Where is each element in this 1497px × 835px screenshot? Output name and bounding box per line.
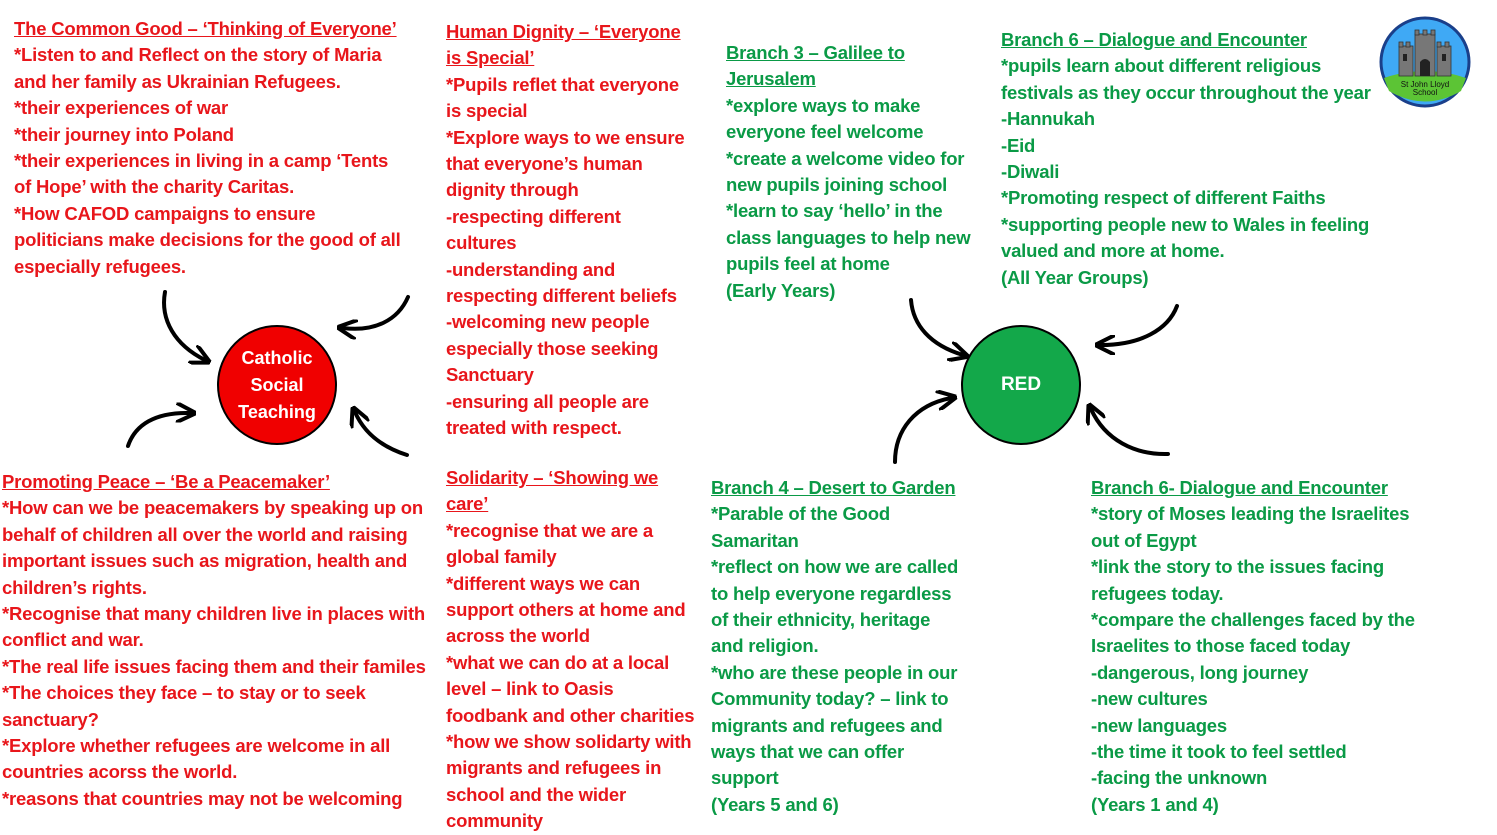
promoting-peace-line: children’s rights. xyxy=(2,576,147,598)
branch4-line: (Years 5 and 6) xyxy=(711,793,839,815)
school-logo xyxy=(1379,16,1471,108)
branch4-line: migrants and refugees and xyxy=(711,714,943,736)
arrow-icon xyxy=(911,300,963,355)
human-dignity-line: dignity through xyxy=(446,179,579,201)
solidarity-line: *what we can do at a local xyxy=(446,651,670,673)
common-good-line: *Listen to and Reflect on the story of Maria xyxy=(14,44,382,66)
promoting-peace-line: *Explore whether refugees are welcome in all xyxy=(2,735,391,757)
branch6-top-line: festivals as they occur throughout the year xyxy=(1001,81,1371,103)
common-good-line: *their experiences in living in a camp ‘Tents xyxy=(14,150,389,172)
common-good-line: *their experiences of war xyxy=(14,97,229,119)
promoting-peace-line: important issues such as migration, health and xyxy=(2,550,408,572)
branch6-bottom-line: -new cultures xyxy=(1091,688,1208,710)
common-good-line: of Hope’ with the charity Caritas. xyxy=(14,176,295,198)
branch6-bottom-title: Branch 6- Dialogue and Encounter xyxy=(1091,477,1388,498)
branch6-top-title: Branch 6 – Dialogue and Encounter xyxy=(1001,29,1307,50)
branch4-line: support xyxy=(711,767,779,789)
branch4-line: ways that we can offer xyxy=(711,741,904,763)
human-dignity-line: cultures xyxy=(446,232,517,254)
solidarity-title: care’ xyxy=(446,493,489,515)
solidarity-line: migrants and refugees in xyxy=(446,757,662,779)
branch6-top-line: valued and more at home. xyxy=(1001,240,1225,262)
branch6-bottom-line: *link the story to the issues facing xyxy=(1091,556,1384,578)
solidarity-line: *how we show solidarty with xyxy=(446,731,692,753)
common-good-title: The Common Good – ‘Thinking of Everyone’ xyxy=(14,18,397,39)
branch3-title: Jerusalem xyxy=(726,68,816,90)
promoting-peace-line: behalf of children all over the world and raising xyxy=(2,523,408,545)
branch4-line: *reflect on how we are called xyxy=(711,556,959,578)
branch3-line: *create a welcome video for xyxy=(726,147,965,169)
branch3-title: Branch 3 – Galilee to xyxy=(726,42,905,63)
promoting-peace-line: conflict and war. xyxy=(2,629,144,651)
branch6-bottom-line: -facing the unknown xyxy=(1091,767,1268,789)
branch6-top-line: *pupils learn about different religious xyxy=(1001,55,1322,77)
branch6-bottom-line: -new languages xyxy=(1091,714,1227,736)
branch6-top-line: -Hannukah xyxy=(1001,108,1095,130)
arrow-icon xyxy=(343,297,408,329)
arrow-icon xyxy=(895,398,951,462)
branch6-bottom-line: -the time it took to feel settled xyxy=(1091,741,1347,763)
branch4-line: Samaritan xyxy=(711,529,799,551)
cst-label-line: Social xyxy=(250,374,304,395)
branch6-top-line: *Promoting respect of different Faiths xyxy=(1001,187,1326,209)
arrow-icon xyxy=(1091,409,1168,454)
human-dignity-line: -ensuring all people are xyxy=(446,390,649,412)
branch4-line: *Parable of the Good xyxy=(711,503,890,525)
branch6-bottom-line: *story of Moses leading the Israelites xyxy=(1091,503,1410,525)
arrow-icon xyxy=(1101,306,1177,345)
solidarity-line: community xyxy=(446,810,543,832)
arrow-icon xyxy=(355,412,407,455)
human-dignity-line: treated with respect. xyxy=(446,417,622,439)
red-hub-label: RED xyxy=(1000,374,1042,395)
promoting-peace-line: sanctuary? xyxy=(2,708,99,730)
promoting-peace-line: *Recognise that many children live in places with xyxy=(2,603,426,625)
branch3-line: class languages to help new xyxy=(726,226,971,248)
solidarity-line: foodbank and other charities xyxy=(446,704,695,726)
common-good-line: politicians make decisions for the good of all xyxy=(14,229,401,251)
human-dignity-line: that everyone’s human xyxy=(446,153,643,175)
human-dignity-line: especially those seeking xyxy=(446,337,659,359)
solidarity-line: across the world xyxy=(446,625,590,647)
branch6-bottom-line: (Years 1 and 4) xyxy=(1091,793,1219,815)
branch6-top-line: (All Year Groups) xyxy=(1001,266,1149,288)
solidarity-line: global family xyxy=(446,546,557,568)
human-dignity-title: Human Dignity – ‘Everyone xyxy=(446,21,681,42)
human-dignity-line: *Explore ways to we ensure xyxy=(446,126,685,148)
branch6-bottom-line: out of Egypt xyxy=(1091,529,1197,551)
branch3-line: (Early Years) xyxy=(726,279,836,301)
human-dignity-line: respecting different beliefs xyxy=(446,285,677,307)
promoting-peace-title: Promoting Peace – ‘Be a Peacemaker’ xyxy=(2,471,330,492)
common-good-line: especially refugees. xyxy=(14,255,186,277)
human-dignity-line: Sanctuary xyxy=(446,364,534,386)
branch3-line: pupils feel at home xyxy=(726,253,890,275)
branch6-bottom-line: Israelites to those faced today xyxy=(1091,635,1351,657)
branch4-line: *who are these people in our xyxy=(711,661,958,683)
cst-label-line: Teaching xyxy=(238,401,316,422)
promoting-peace-line: *The choices they face – to stay or to seek xyxy=(2,682,366,704)
common-good-line: and her family as Ukrainian Refugees. xyxy=(14,70,341,92)
branch6-top-line: -Eid xyxy=(1001,134,1036,156)
branch6-top-line: -Diwali xyxy=(1001,161,1060,183)
arrow-icon xyxy=(164,292,205,360)
branch4-line: and religion. xyxy=(711,635,819,657)
arrow-icon xyxy=(128,413,190,446)
logo-text: St John Lloyd xyxy=(1400,80,1450,89)
human-dignity-line: -understanding and xyxy=(446,258,616,280)
human-dignity-line: -welcoming new people xyxy=(446,311,650,333)
branch6-bottom-line: *compare the challenges faced by the xyxy=(1091,609,1415,631)
promoting-peace-line: countries acorss the world. xyxy=(2,761,238,783)
branch3-line: everyone feel welcome xyxy=(726,121,924,143)
branch3-line: new pupils joining school xyxy=(726,174,948,196)
solidarity-line: *different ways we can xyxy=(446,572,641,594)
branch3-line: *explore ways to make xyxy=(726,94,921,116)
solidarity-line: *recognise that we are a xyxy=(446,519,654,541)
promoting-peace-line: *The real life issues facing them and their familes xyxy=(2,655,426,677)
solidarity-line: level – link to Oasis xyxy=(446,678,614,700)
solidarity-line: support others at home and xyxy=(446,599,686,621)
human-dignity-title: is Special’ xyxy=(446,47,535,69)
branch6-bottom-line: refugees today. xyxy=(1091,582,1224,604)
branch4-title: Branch 4 – Desert to Garden xyxy=(711,477,956,498)
branch3-line: *learn to say ‘hello’ in the xyxy=(726,200,943,222)
branch6-top-line: *supporting people new to Wales in feeling xyxy=(1001,213,1370,235)
logo-text: School xyxy=(1412,88,1438,97)
branch4-line: of their ethnicity, heritage xyxy=(711,609,931,631)
promoting-peace-line: *reasons that countries may not be welcoming xyxy=(2,787,403,809)
common-good-line: *their journey into Poland xyxy=(14,123,234,145)
solidarity-title: Solidarity – ‘Showing we xyxy=(446,467,659,488)
branch6-bottom-line: -dangerous, long journey xyxy=(1091,661,1309,683)
human-dignity-line: is special xyxy=(446,100,528,122)
human-dignity-line: -respecting different xyxy=(446,205,621,227)
promoting-peace-line: *How can we be peacemakers by speaking up on xyxy=(2,497,423,519)
branch4-line: Community today? – link to xyxy=(711,688,949,710)
solidarity-line: school and the wider xyxy=(446,783,626,805)
branch4-line: to help everyone regardless xyxy=(711,582,952,604)
common-good-line: *How CAFOD campaigns to ensure xyxy=(14,202,316,224)
human-dignity-line: *Pupils reflet that everyone xyxy=(446,73,679,95)
cst-label-line: Catholic xyxy=(241,347,313,368)
